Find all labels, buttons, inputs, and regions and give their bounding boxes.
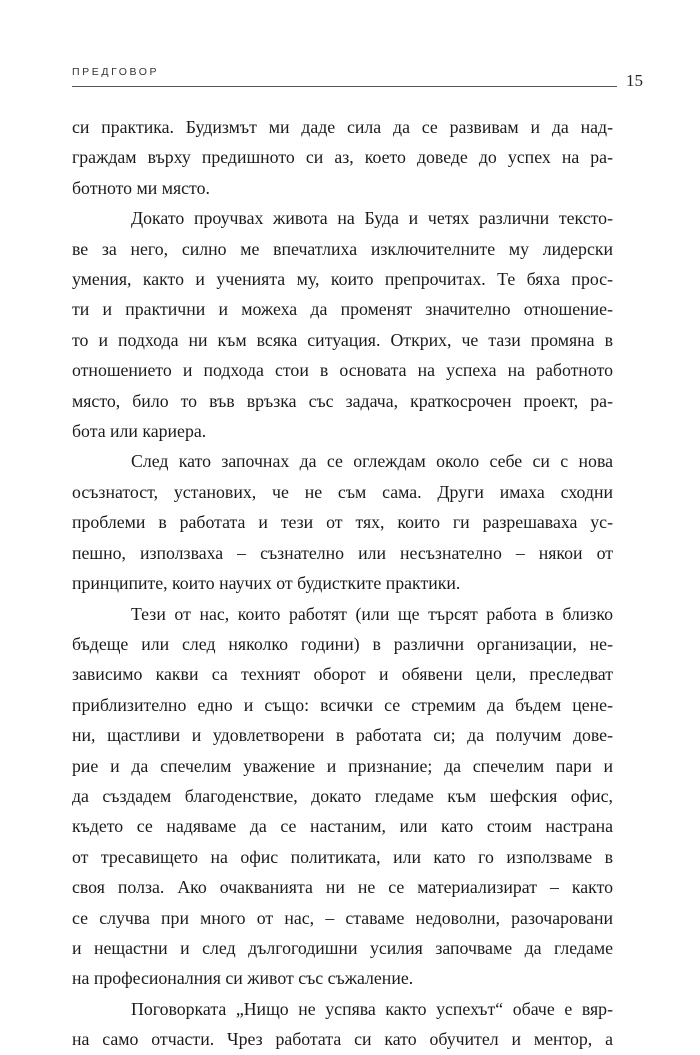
text-line: си практика. Будизмът ми даде сила да се развивам и да над- — [72, 117, 613, 137]
text-line: проблеми в работата и тези от тях, които ги разрешаваха ус- — [72, 512, 613, 533]
text-line: Тези от нас, които работят (или ще търсят работа в близко — [131, 603, 613, 624]
text-line: зависимо какви са техният оборот и обявени цели, преследват — [72, 664, 613, 685]
text-line: и нещастни и след дългогодишни усилия започваме да гледаме — [72, 937, 613, 958]
text-line: бота или кариера. — [72, 421, 207, 442]
header-rule — [72, 86, 617, 87]
text-line: на само отчасти. Чрез работата си като обучител и ментор, а — [72, 1029, 613, 1050]
page-number: 15 — [626, 71, 643, 90]
text-line: своя полза. Ако очакванията ни не се материализират – както — [72, 877, 613, 898]
text-line: бъдеще или след няколко години) в различни организации, не- — [72, 633, 613, 654]
text-line: умения, както и ученията му, които препрочитах. Те бяха прос- — [72, 269, 613, 290]
text-line: то и подхода ни към всяка ситуация. Открих, че тази промяна в — [72, 329, 613, 350]
text-line: от тресавището на офис политиката, или като го използваме в — [72, 846, 613, 867]
text-line: където се надяваме да се настаним, или като стоим настрана — [72, 816, 613, 837]
text-line: място, било то във връзка със задача, краткосрочен проект, ра- — [72, 390, 613, 411]
text-line: пешно, използваха – съзнателно или несъзнателно – някои от — [72, 542, 613, 563]
text-line: на професионалния си живот със съжаление. — [72, 968, 414, 989]
text-line: приблизително едно и също: всички се стремим да бъдем цене- — [72, 694, 613, 715]
text-line: се случва при много от нас, – ставаме недоволни, разочаровани — [72, 907, 613, 928]
text-line: осъзнатост, установих, че не съм сама. Други имаха сходни — [72, 481, 613, 502]
text-line: принципите, които научих от будистките практики. — [72, 573, 461, 594]
text-line: да създадем благоденствие, докато гледаме към шефския офис, — [72, 785, 613, 806]
text-line: ти и практични и можеха да променят значително отношение- — [72, 299, 613, 320]
text-line: Докато проучвах живота на Буда и четях различни тексто- — [131, 208, 613, 229]
body-text — [72, 112, 613, 1055]
text-line: ве за него, силно ме впечатлиха изключителните му лидерски — [72, 238, 613, 259]
text-line: граждам върху предишното си аз, което доведе до успех на ра- — [72, 147, 613, 168]
text-line: След като започнах да се оглеждам около себе си с нова — [131, 451, 613, 472]
running-title: ПРЕДГОВОР — [72, 66, 160, 78]
text-line: ни, щастливи и удовлетворени в работата си; да получим дове- — [72, 725, 613, 746]
text-line: отношението и подхода стои в основата на успеха на работното — [72, 360, 613, 381]
text-line: ботното ми място. — [72, 177, 210, 198]
text-line: рие и да спечелим уважение и признание; да спечелим пари и — [72, 755, 613, 776]
text-line: Поговорката „Нищо не успява както успехът“ обаче е вяр- — [131, 998, 613, 1019]
